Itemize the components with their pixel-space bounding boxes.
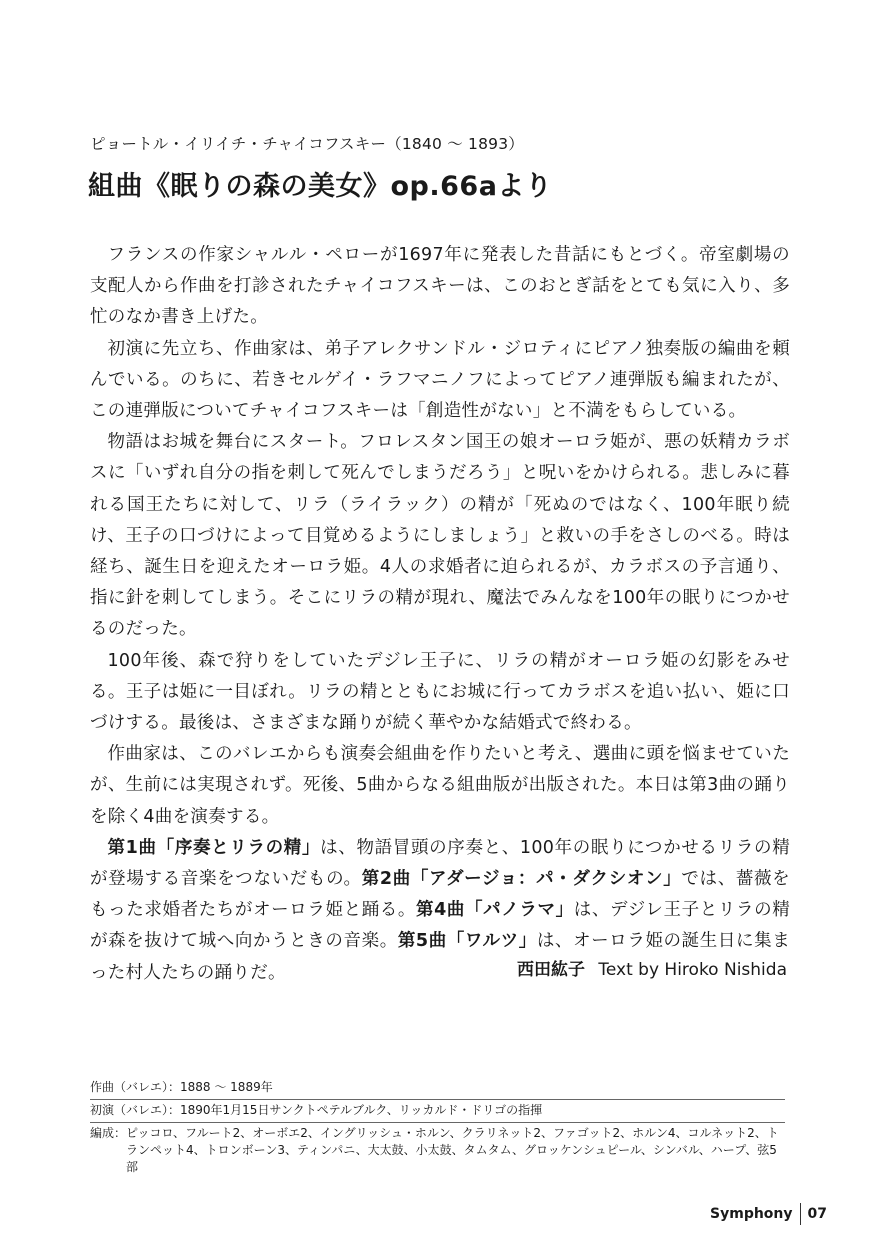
page-number: 07 <box>807 1206 827 1222</box>
instrumentation-label: 編成： <box>90 1126 127 1140</box>
movement-4-title: 第4曲「パノラマ」 <box>416 900 574 921</box>
paragraph-2: 初演に先立ち、作曲家は、弟子アレクサンドル・ジロティにピアノ独奏版の編曲を頼んでいる。のちに、若きセルゲイ・ラフマニノフによってピアノ連弾版も編まれたが、この連弾版についてチャイコフスキーは「創造性がない」と不満をもらしている。 <box>90 338 790 422</box>
page-footer <box>710 1203 827 1225</box>
instrumentation-value: ピッコロ、フルート2、オーボエ2、イングリッシュ・ホルン、クラリネット2、ファゴット2、ホルン4、コルネット2、トランペット4、トロンボーン3、ティンパニ、大太鼓、小太鼓、タムタム、グロッケンシュピール、シンバル、ハープ、弦5部 <box>126 1126 779 1174</box>
movement-1-text: は、物語冒頭の序奏と、100年の眠りにつかせるリラの精が登場する音楽をつないだもの。 <box>90 837 790 890</box>
movement-2-text: では、薔薇をもった求婚者たちがオーロラ姫と踊る。 <box>90 869 790 921</box>
paragraph-1: フランスの作家シャルル・ペローが1697年に発表した昔話にもとづく。帝室劇場の支配人から作曲を打診されたチャイコフスキーは、このおとぎ話をとても気に入り、多忙のなか書き上げた。 <box>90 245 790 328</box>
note-composed: 作曲（バレエ）：1888 ～ 1889年 <box>90 1080 273 1094</box>
paragraph-5: 作曲家は、このバレエからも演奏会組曲を作りたいと考え、選曲に頭を悩ませていたが、生前には実現されず。死後、5曲からなる組曲版が出版された。本日は第3曲の踊りを除く4曲を演奏する。 <box>90 744 790 827</box>
movement-5-text: は、オーロラ姫の誕生日に集まった村人たちの踊りだ。 <box>90 931 790 983</box>
work-notes <box>90 1077 785 1179</box>
movement-4-text: は、デジレ王子とリラの精が森を抜けて城へ向かうときの音楽。 <box>90 900 790 952</box>
movement-2-title: 第2曲「アダージョ：パ・ダクシオン」 <box>361 869 682 890</box>
movement-5-title: 第5曲「ワルツ」 <box>397 931 537 952</box>
movement-1-title: 第1曲「序奏とリラの精」 <box>107 837 321 858</box>
page-title: 組曲《眠りの森の美女》op.66aより <box>88 171 553 202</box>
note-premiere: 初演（バレエ）：1890年1月15日サンクトペテルブルク、リッカルド・ドリゴの指揮 <box>90 1099 785 1122</box>
footer-label: Symphony <box>710 1206 793 1222</box>
paragraph-3: 物語はお城を舞台にスタート。フロレスタン国王の娘オーロラ姫が、悪の妖精カラボスに「いずれ自分の指を刺して死んでしまうだろう」と呪いをかけられる。悲しみに暮れる国王たちに対して、リラ（ライラック）の精が「死ぬのではなく、100年眠り続け、王子の口づけによって目覚めるようにしましょう」と救いの手をさしのべる。時は経ち、誕生日を迎えたオーロラ姫。4人の求婚者に迫られるが、カラボスの予言通り、指に針を刺してしまう。そこにリラの精が現れ、魔法でみんなを100年の眠りにつかせるのだった。 <box>90 432 790 640</box>
note-instrumentation <box>90 1122 785 1179</box>
composer-line: ピョートル・イリイチ・チャイコフスキー（1840 ～ 1893） <box>90 135 524 153</box>
footer-divider <box>800 1203 801 1225</box>
paragraph-4: 100年後、森で狩りをしていたデジレ王子に、リラの精がオーロラ姫の幻影をみせる。王子は姫に一目ぼれ。リラの精とともにお城に行ってカラボスを追い払い、姫に口づけする。最後は、さまざまな踊りが続く華やかな結婚式で終わる。 <box>90 650 790 734</box>
article-body <box>90 240 790 989</box>
author-english: Text by Hiroko Nishida <box>598 960 787 980</box>
author-credit <box>517 955 787 980</box>
author-name: 西田紘子 <box>516 960 585 980</box>
